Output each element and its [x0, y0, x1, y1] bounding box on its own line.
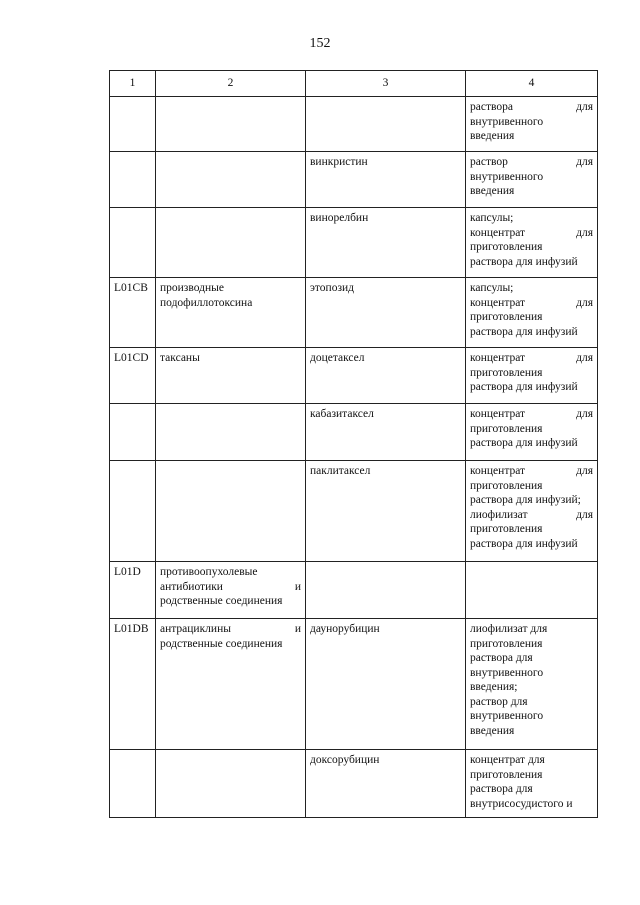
form-word: концентрат — [470, 226, 526, 239]
form-line: приготовления — [470, 311, 543, 323]
form-word: концентрат — [470, 465, 526, 477]
form-line: приготовления — [470, 637, 543, 650]
form-line — [470, 226, 593, 241]
form-word: для — [576, 226, 593, 239]
form-line: раствора для инфузий — [470, 255, 578, 268]
group-cell — [156, 97, 306, 152]
group-line — [160, 580, 301, 595]
table-row — [110, 404, 598, 461]
form-line: капсулы; — [470, 282, 514, 294]
form-word: раствора — [470, 101, 513, 113]
drug-name-cell: кабазитаксел — [306, 404, 466, 461]
table-row — [110, 562, 598, 619]
form-line: раствора для — [470, 652, 533, 664]
form-word: для — [576, 352, 593, 364]
dosage-form-cell — [466, 461, 598, 562]
dosage-form-cell — [466, 562, 598, 619]
form-line: введения — [470, 185, 515, 197]
atc-code-cell — [110, 152, 156, 208]
atc-code-cell: L01CD — [110, 348, 156, 404]
form-word: концентрат — [470, 352, 526, 364]
form-line — [470, 351, 593, 366]
header-row — [110, 71, 598, 97]
drug-name-cell: доцетаксел — [306, 348, 466, 404]
form-line — [470, 508, 593, 523]
form-line: введения; — [470, 681, 518, 693]
drug-name-cell: даунорубицин — [306, 619, 466, 750]
atc-code-cell: L01DB — [110, 619, 156, 750]
group-cell — [156, 278, 306, 348]
form-word: концентрат — [470, 296, 526, 309]
group-line: таксаны — [160, 352, 200, 364]
drug-name-cell: паклитаксел — [306, 461, 466, 562]
group-line — [160, 622, 301, 637]
drug-name-cell — [306, 97, 466, 152]
dosage-form-cell — [466, 152, 598, 208]
table-row — [110, 461, 598, 562]
atc-code-cell — [110, 750, 156, 818]
table-row — [110, 152, 598, 208]
form-line: раствора для инфузий; — [470, 494, 581, 506]
form-word: для — [576, 508, 593, 521]
group-cell — [156, 619, 306, 750]
form-line: концентрат для — [470, 754, 545, 766]
form-line: приготовления — [470, 768, 543, 781]
drug-name-cell: винорелбин — [306, 208, 466, 278]
atc-code-cell — [110, 461, 156, 562]
form-line: внутривенного — [470, 710, 544, 722]
form-line: раствора для инфузий — [470, 381, 578, 393]
dosage-form-cell — [466, 404, 598, 461]
atc-code-cell — [110, 97, 156, 152]
table-row — [110, 619, 598, 750]
form-line: капсулы; — [470, 212, 514, 224]
group-cell — [156, 208, 306, 278]
header-col-2: 2 — [156, 71, 306, 97]
form-line: внутривенного — [470, 115, 544, 128]
form-line: раствор для — [470, 695, 528, 708]
atc-code-cell — [110, 404, 156, 461]
form-line: внутривенного — [470, 666, 544, 679]
group-line: производные — [160, 282, 224, 294]
group-cell — [156, 404, 306, 461]
group-line: противоопухолевые — [160, 566, 258, 578]
page-number: 152 — [309, 36, 331, 51]
header-col-1: 1 — [110, 71, 156, 97]
form-line: раствора для инфузий — [470, 437, 578, 449]
form-word: концентрат — [470, 408, 526, 420]
form-line — [470, 296, 593, 311]
group-cell — [156, 461, 306, 562]
group-word: антрациклины — [160, 623, 231, 635]
group-line: родственные соединения — [160, 637, 283, 650]
table-body — [110, 97, 598, 818]
table-row — [110, 208, 598, 278]
group-word: и — [294, 580, 301, 593]
dosage-form-cell — [466, 619, 598, 750]
dosage-form-cell — [466, 208, 598, 278]
atc-code-cell: L01D — [110, 562, 156, 619]
dosage-form-cell — [466, 97, 598, 152]
form-word: для — [576, 101, 593, 113]
form-line: лиофилизат для — [470, 623, 548, 635]
dosage-form-cell — [466, 278, 598, 348]
header-col-4: 4 — [466, 71, 598, 97]
atc-code-cell: L01CB — [110, 278, 156, 348]
form-line: приготовления — [470, 422, 543, 435]
group-line: родственные соединения — [160, 595, 283, 607]
form-line: приготовления — [470, 479, 543, 492]
form-line — [470, 407, 593, 422]
form-line — [470, 100, 593, 115]
form-word: для — [576, 408, 593, 420]
group-word: антибиотики — [160, 580, 223, 593]
table-row — [110, 750, 598, 818]
form-word: лиофилизат — [470, 508, 528, 521]
form-line — [470, 155, 593, 170]
form-line: раствора для инфузий — [470, 537, 578, 550]
table-row — [110, 348, 598, 404]
form-word: раствор — [470, 156, 508, 168]
form-line — [470, 464, 593, 479]
header-col-3: 3 — [306, 71, 466, 97]
form-word: для — [576, 296, 593, 309]
form-line: введения — [470, 724, 515, 737]
form-word: для — [576, 465, 593, 477]
drug-name-cell: винкристин — [306, 152, 466, 208]
group-cell — [156, 152, 306, 208]
group-cell — [156, 348, 306, 404]
group-cell — [156, 750, 306, 818]
group-cell — [156, 562, 306, 619]
form-line: приготовления — [470, 366, 543, 379]
drug-name-cell — [306, 562, 466, 619]
form-line: внутрисосудистого и — [470, 797, 573, 810]
form-line: приготовления — [470, 523, 543, 535]
drug-name-cell: доксорубицин — [306, 750, 466, 818]
group-line: подофиллотоксина — [160, 296, 253, 309]
form-line: введения — [470, 130, 515, 142]
atc-code-cell — [110, 208, 156, 278]
dosage-form-cell — [466, 750, 598, 818]
drug-name-cell: этопозид — [306, 278, 466, 348]
form-word: для — [576, 156, 593, 168]
form-line: внутривенного — [470, 170, 544, 183]
table-row — [110, 278, 598, 348]
dosage-form-cell — [466, 348, 598, 404]
group-word: и — [294, 623, 301, 635]
form-line: приготовления — [470, 241, 543, 253]
table-row — [110, 97, 598, 152]
form-line: раствора для — [470, 783, 533, 795]
form-line: раствора для инфузий — [470, 325, 578, 338]
drug-table — [109, 70, 598, 818]
